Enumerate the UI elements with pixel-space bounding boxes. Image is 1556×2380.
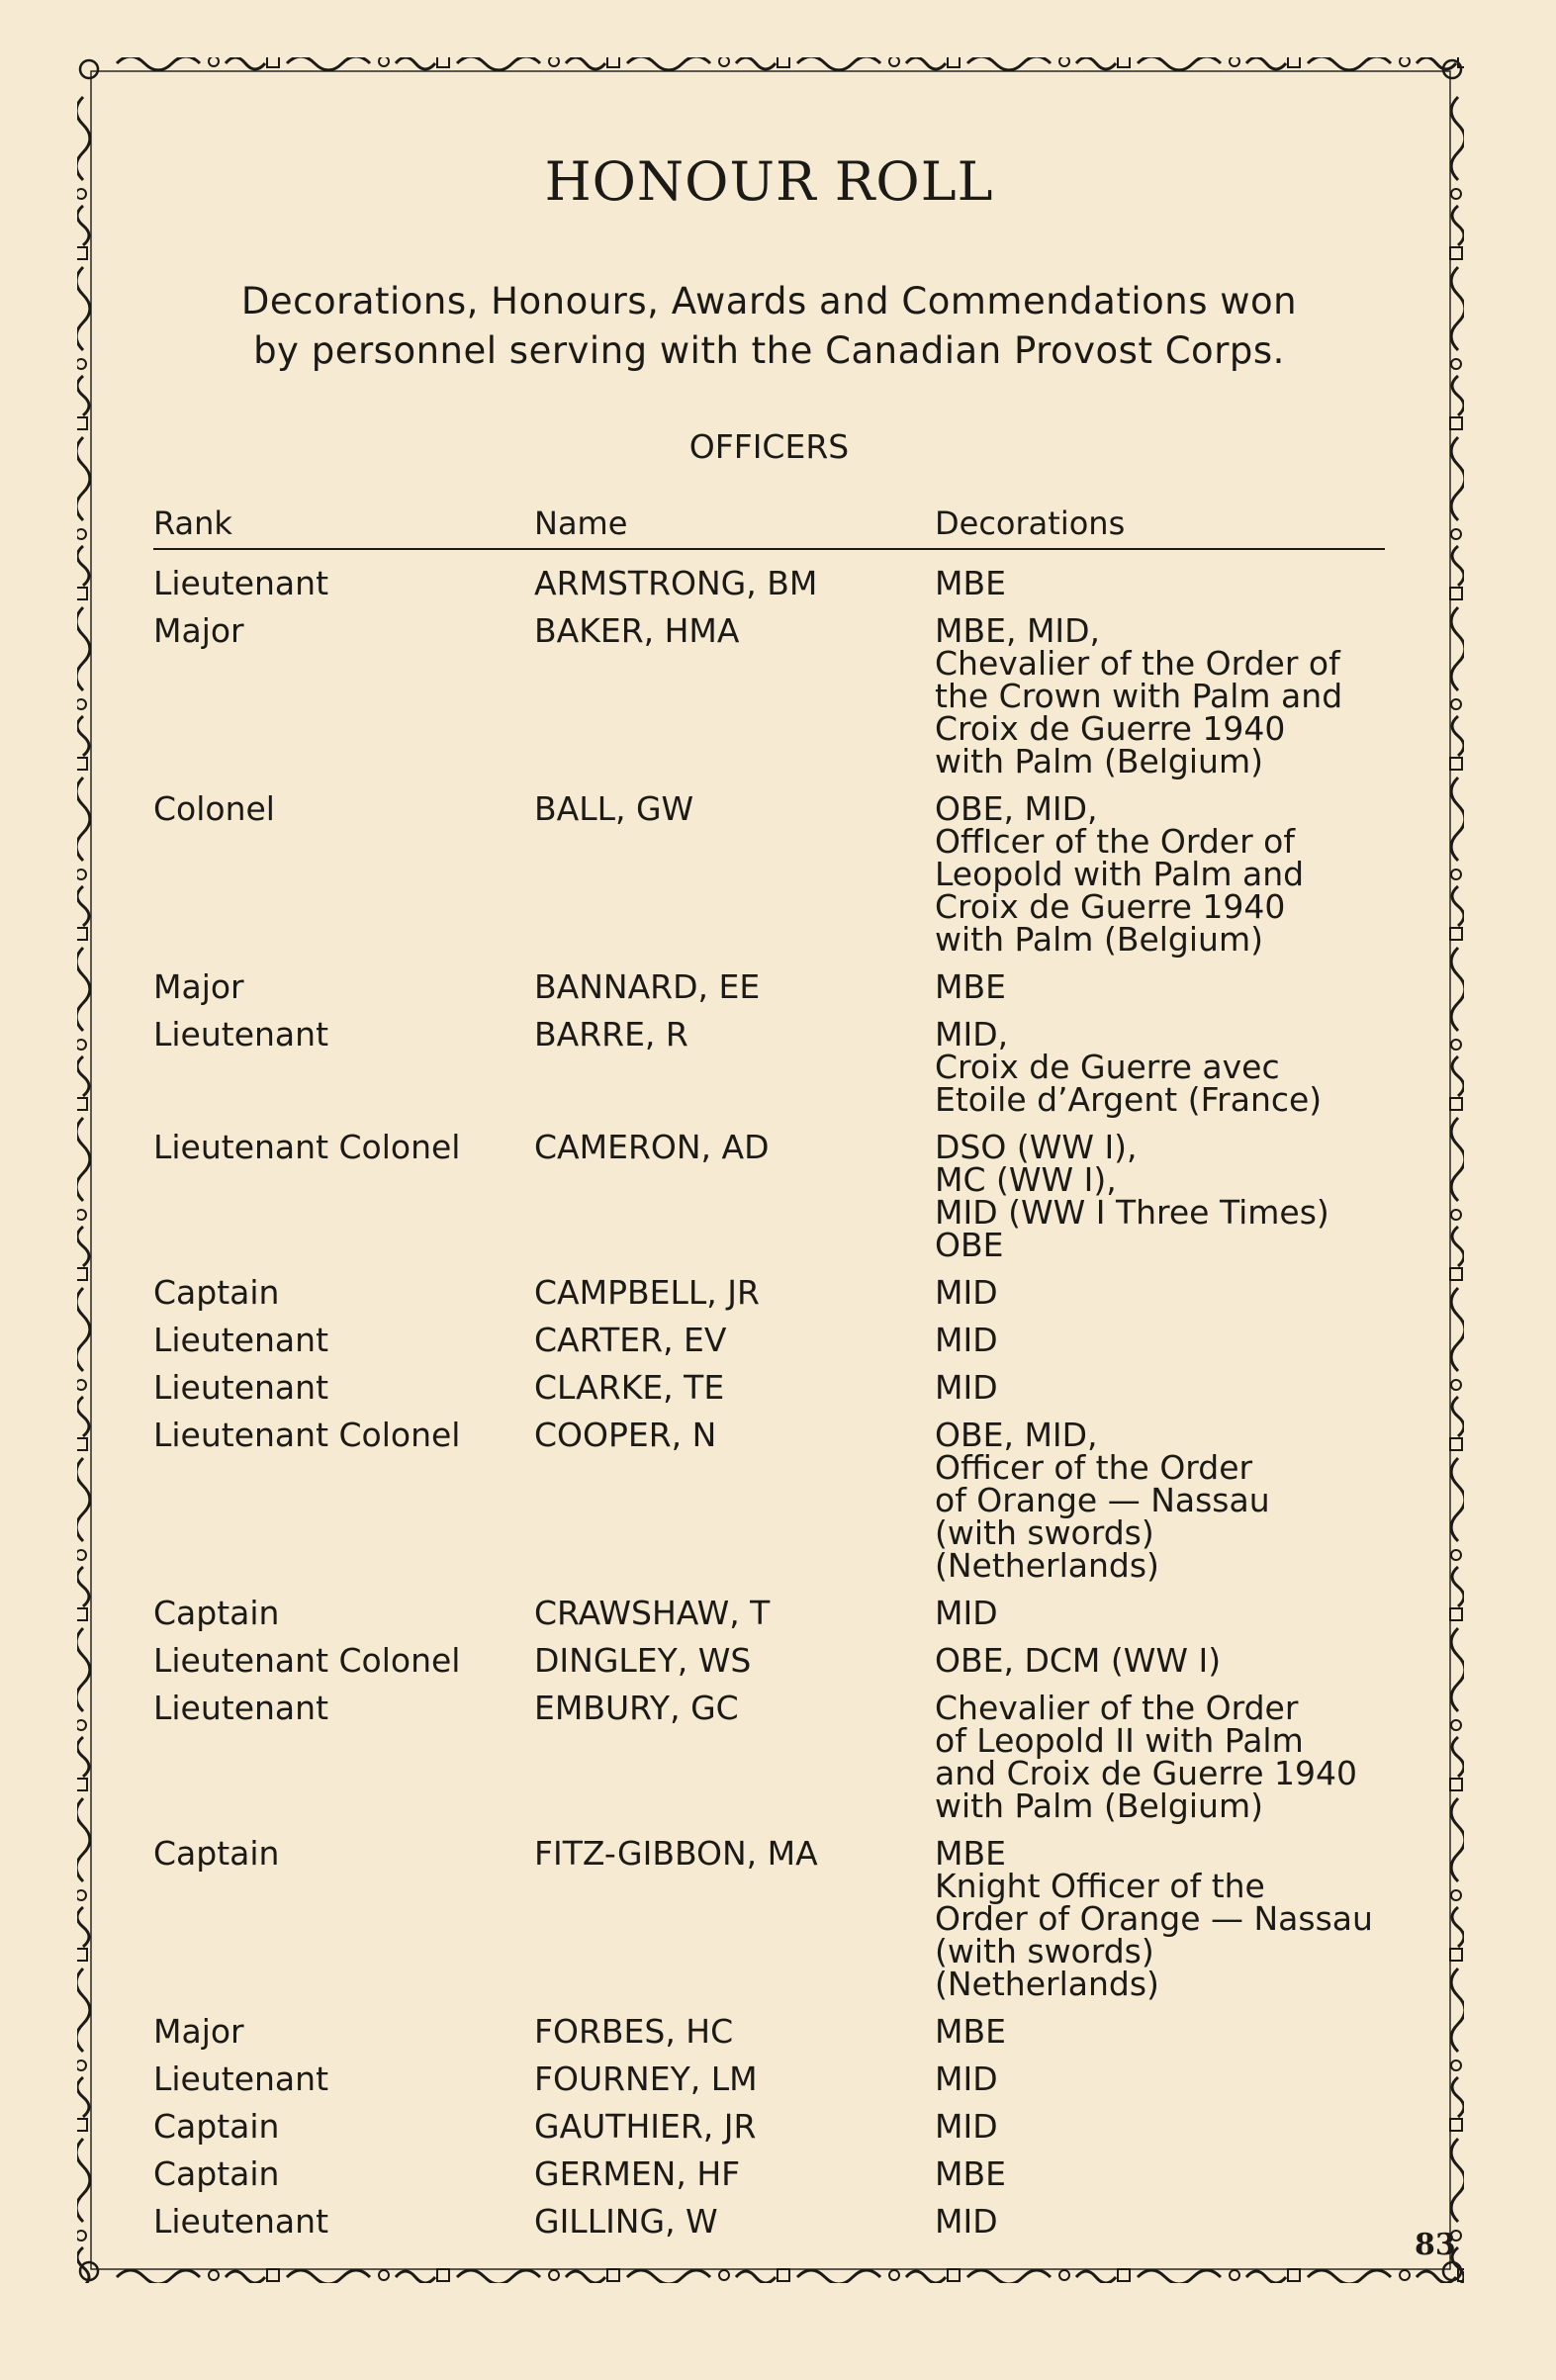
border-ornament bbox=[209, 57, 219, 66]
border-ornament bbox=[77, 588, 87, 599]
table-row bbox=[153, 781, 1385, 960]
border-ornament bbox=[1452, 1397, 1464, 1436]
border-ornament bbox=[77, 758, 87, 770]
border-ornament bbox=[117, 2270, 200, 2283]
border-ornament bbox=[627, 2270, 710, 2283]
border-ornament bbox=[77, 1380, 86, 1390]
rank-cell: Lieutenant Colonel bbox=[153, 1416, 461, 1454]
rank-cell: Major bbox=[153, 2012, 244, 2051]
rank-cell: Colonel bbox=[153, 789, 275, 828]
table-row bbox=[153, 1826, 1385, 2004]
header-rank: Rank bbox=[153, 504, 232, 542]
rank-cell: Captain bbox=[153, 2107, 280, 2146]
border-ornament bbox=[967, 2270, 1051, 2283]
border-ornament bbox=[77, 1438, 87, 1450]
table-row bbox=[153, 960, 1385, 1007]
border-ornament bbox=[1451, 529, 1461, 539]
border-ornament bbox=[1308, 57, 1391, 70]
name-cell: BANNARD, EE bbox=[534, 967, 761, 1006]
border-ornament bbox=[1452, 886, 1464, 926]
border-ornament bbox=[1450, 1438, 1462, 1450]
border-ornament bbox=[797, 2270, 880, 2283]
table-row bbox=[153, 1007, 1385, 1120]
border-ornament bbox=[77, 607, 90, 690]
border-ornament bbox=[379, 57, 389, 66]
border-ornament bbox=[1059, 2270, 1069, 2280]
honour-table-body bbox=[153, 556, 1385, 2242]
border-ornament bbox=[1450, 247, 1462, 259]
border-ornament bbox=[77, 928, 87, 940]
border-ornament bbox=[1451, 189, 1461, 199]
border-ornament bbox=[1451, 1040, 1461, 1050]
border-ornament bbox=[77, 1737, 89, 1777]
rank-cell: Captain bbox=[153, 1273, 280, 1312]
border-ornament bbox=[906, 57, 946, 69]
decorations-cell: MBE bbox=[935, 564, 1006, 602]
name-cell: CRAWSHAW, T bbox=[534, 1594, 771, 1632]
border-ornament bbox=[1059, 57, 1069, 66]
table-row bbox=[153, 2194, 1385, 2242]
decorations-cell: MID bbox=[935, 1273, 998, 1312]
name-cell: GAUTHIER, JR bbox=[534, 2107, 757, 2146]
border-ornament bbox=[1452, 2077, 1464, 2117]
border-ornament bbox=[1450, 417, 1462, 429]
border-ornament bbox=[117, 57, 200, 70]
rank-cell: Lieutenant bbox=[153, 564, 329, 602]
table-row bbox=[153, 603, 1385, 781]
table-row bbox=[153, 1120, 1385, 1265]
border-ornament bbox=[1450, 758, 1462, 770]
decorations-cell: MBE, MID, Chevalier of the Order of the Crown with Palm and Croix de Guerre 1940 with Palm (Belgium) bbox=[935, 611, 1343, 780]
border-ornament bbox=[77, 376, 89, 415]
border-ornament bbox=[77, 1288, 90, 1371]
border-ornament bbox=[77, 359, 86, 369]
decorations-cell: MBE bbox=[935, 967, 1006, 1006]
border-ornament bbox=[566, 2271, 605, 2283]
rank-cell: Captain bbox=[153, 1834, 280, 1873]
decorations-cell: OBE, DCM (WW I) bbox=[935, 1641, 1222, 1680]
border-ornament bbox=[209, 2270, 219, 2280]
border-ornament bbox=[457, 2270, 540, 2283]
name-cell: GERMEN, HF bbox=[534, 2154, 741, 2193]
border-ornament bbox=[77, 1458, 90, 1541]
border-ornament bbox=[77, 1550, 86, 1560]
border-ornament bbox=[1417, 2271, 1456, 2283]
page-number: 83 bbox=[1415, 2228, 1456, 2262]
decorations-cell: MBE Knight Officer of the Order of Orange — Nassau (with swords) (Netherlands) bbox=[935, 1834, 1373, 2003]
border-ornament bbox=[1450, 2119, 1462, 2131]
border-ornament bbox=[889, 57, 899, 66]
border-ornament bbox=[77, 1608, 87, 1620]
border-ornament bbox=[948, 57, 960, 67]
border-ornament bbox=[437, 57, 449, 67]
table-row bbox=[153, 1265, 1385, 1313]
border-ornament bbox=[778, 57, 789, 67]
border-ornament bbox=[77, 1907, 89, 1947]
border-ornament bbox=[1118, 57, 1130, 67]
border-ornament bbox=[77, 1798, 90, 1881]
border-ornament bbox=[906, 2271, 946, 2283]
border-ornament bbox=[778, 2269, 789, 2281]
border-ornament bbox=[1230, 2270, 1239, 2280]
border-ornament bbox=[1451, 699, 1461, 709]
rank-cell: Lieutenant bbox=[153, 1015, 329, 1053]
border-ornament bbox=[77, 2060, 86, 2070]
decorations-cell: MID bbox=[935, 1321, 998, 1359]
border-ornament bbox=[396, 2271, 435, 2283]
border-ornament bbox=[77, 716, 89, 756]
border-ornament bbox=[226, 57, 265, 69]
border-ornament bbox=[1450, 1949, 1462, 1961]
table-row bbox=[153, 1313, 1385, 1360]
border-ornament bbox=[77, 1098, 87, 1110]
rank-cell: Lieutenant bbox=[153, 1321, 329, 1359]
decorations-cell: MID bbox=[935, 2107, 998, 2146]
border-ornament bbox=[77, 1779, 87, 1790]
border-ornament bbox=[77, 1567, 89, 1606]
border-ornament bbox=[1417, 57, 1456, 69]
table-row bbox=[153, 556, 1385, 603]
page-content bbox=[153, 138, 1385, 2242]
border-ornament bbox=[967, 57, 1051, 70]
rank-cell: Lieutenant bbox=[153, 2060, 329, 2098]
decorations-cell: MBE bbox=[935, 2154, 1006, 2193]
header-decorations: Decorations bbox=[935, 504, 1126, 542]
border-ornament bbox=[1451, 870, 1461, 879]
border-ornament bbox=[1452, 206, 1464, 245]
rank-cell: Lieutenant Colonel bbox=[153, 1641, 461, 1680]
border-ornament bbox=[77, 948, 90, 1031]
rank-cell: Lieutenant bbox=[153, 1689, 329, 1727]
border-ornament bbox=[1451, 267, 1464, 350]
border-ornament bbox=[379, 2270, 389, 2280]
page-subtitle bbox=[153, 277, 1385, 376]
border-ornament bbox=[1451, 1288, 1464, 1371]
border-ornament bbox=[1288, 2269, 1300, 2281]
border-ornament bbox=[77, 437, 90, 520]
border-ornament bbox=[1308, 2270, 1391, 2283]
name-cell: CAMPBELL, JR bbox=[534, 1273, 760, 1312]
border-ornament bbox=[77, 1040, 86, 1050]
border-ornament bbox=[1451, 437, 1464, 520]
table-row bbox=[153, 1408, 1385, 1586]
border-ornament bbox=[77, 1056, 89, 1096]
table-row bbox=[153, 1633, 1385, 1681]
border-ornament bbox=[226, 2271, 265, 2283]
border-ornament bbox=[77, 870, 86, 879]
border-ornament bbox=[77, 267, 90, 350]
border-ornament bbox=[77, 417, 87, 429]
border-ornament bbox=[1452, 716, 1464, 756]
border-ornament bbox=[1138, 2270, 1221, 2283]
border-ornament bbox=[1451, 607, 1464, 690]
border-ornament bbox=[719, 2270, 729, 2280]
name-cell: ARMSTRONG, BM bbox=[534, 564, 818, 602]
decorations-cell: MID bbox=[935, 2202, 998, 2241]
border-ornament bbox=[77, 886, 89, 926]
table-row bbox=[153, 2004, 1385, 2052]
name-cell: BAKER, HMA bbox=[534, 611, 740, 650]
border-ornament bbox=[1246, 2271, 1286, 2283]
border-ornament bbox=[287, 57, 370, 70]
name-cell: GILLING, W bbox=[534, 2202, 718, 2241]
border-ornament bbox=[1400, 57, 1410, 66]
border-ornament bbox=[1246, 57, 1286, 69]
border-ornament bbox=[1452, 546, 1464, 586]
decorations-cell: MID bbox=[935, 2060, 998, 2098]
table-header bbox=[153, 495, 1385, 550]
name-cell: CAMERON, AD bbox=[534, 1128, 770, 1166]
border-ornament bbox=[736, 57, 776, 69]
border-ornament bbox=[1451, 1380, 1461, 1390]
name-cell: EMBURY, GC bbox=[534, 1689, 739, 1727]
border-ornament bbox=[1451, 2139, 1464, 2222]
border-ornament bbox=[889, 2270, 899, 2280]
border-ornament bbox=[396, 57, 435, 69]
border-ornament bbox=[797, 57, 880, 70]
decorations-cell: DSO (WW I), MC (WW I), MID (WW I Three Times) OBE bbox=[935, 1128, 1329, 1264]
border-ornament bbox=[719, 57, 729, 66]
name-cell: DINGLEY, WS bbox=[534, 1641, 752, 1680]
border-ornament bbox=[1451, 359, 1461, 369]
border-ornament bbox=[1452, 1737, 1464, 1777]
border-ornament bbox=[77, 2077, 89, 2117]
border-ornament bbox=[607, 2269, 619, 2281]
border-ornament bbox=[1400, 2270, 1410, 2280]
border-ornament bbox=[437, 2269, 449, 2281]
border-ornament bbox=[1450, 588, 1462, 599]
rank-cell: Lieutenant bbox=[153, 1368, 329, 1407]
border-ornament bbox=[1230, 57, 1239, 66]
name-cell: FORBES, HC bbox=[534, 2012, 734, 2051]
border-ornament bbox=[77, 1210, 86, 1220]
border-ornament bbox=[1452, 1567, 1464, 1606]
decorations-cell: MBE bbox=[935, 2012, 1006, 2051]
header-name: Name bbox=[534, 504, 628, 542]
border-ornament bbox=[80, 60, 98, 78]
rank-cell: Captain bbox=[153, 2154, 280, 2193]
border-ornament bbox=[1452, 376, 1464, 415]
table-row bbox=[153, 2147, 1385, 2194]
border-ornament bbox=[549, 2270, 559, 2280]
border-ornament bbox=[1451, 1118, 1464, 1201]
subtitle-line-2: by personnel serving with the Canadian Provost Corps. bbox=[253, 329, 1285, 372]
border-ornament bbox=[77, 1268, 87, 1280]
decorations-cell: Chevalier of the Order of Leopold II with Palm and Croix de Guerre 1940 with Palm (Belgium) bbox=[935, 1689, 1357, 1825]
border-ornament bbox=[1076, 57, 1116, 69]
border-ornament bbox=[1118, 2269, 1130, 2281]
border-ornament bbox=[77, 97, 90, 180]
border-ornament bbox=[1451, 948, 1464, 1031]
rank-cell: Lieutenant Colonel bbox=[153, 1128, 461, 1166]
name-cell: BARRE, R bbox=[534, 1015, 688, 1053]
border-ornament bbox=[1451, 97, 1464, 180]
border-ornament bbox=[948, 2269, 960, 2281]
name-cell: CARTER, EV bbox=[534, 1321, 727, 1359]
name-cell: BALL, GW bbox=[534, 789, 694, 828]
subtitle-line-1: Decorations, Honours, Awards and Commendations won bbox=[240, 280, 1298, 322]
border-ornament bbox=[1451, 1968, 1464, 2052]
border-ornament bbox=[1452, 1907, 1464, 1947]
table-row bbox=[153, 1360, 1385, 1408]
border-ornament bbox=[77, 2119, 87, 2131]
border-ornament bbox=[1450, 1268, 1462, 1280]
border-ornament bbox=[77, 2139, 90, 2222]
border-ornament bbox=[77, 247, 87, 259]
border-ornament bbox=[77, 529, 86, 539]
border-ornament bbox=[1451, 2060, 1461, 2070]
border-ornament bbox=[607, 57, 619, 67]
border-ornament bbox=[566, 57, 605, 69]
border-ornament bbox=[267, 2269, 279, 2281]
border-ornament bbox=[77, 1397, 89, 1436]
rank-cell: Major bbox=[153, 967, 244, 1006]
border-ornament bbox=[77, 546, 89, 586]
border-ornament bbox=[77, 1968, 90, 2052]
border-ornament bbox=[627, 57, 710, 70]
border-ornament bbox=[77, 1227, 89, 1266]
border-ornament bbox=[77, 1720, 86, 1730]
border-ornament bbox=[1452, 1056, 1464, 1096]
border-ornament bbox=[267, 57, 279, 67]
border-ornament bbox=[1451, 1210, 1461, 1220]
border-ornament bbox=[77, 189, 86, 199]
border-ornament bbox=[77, 1949, 87, 1961]
decorations-cell: MID, Croix de Guerre avec Etoile d’Argent (France) bbox=[935, 1015, 1323, 1119]
border-ornament bbox=[1450, 1779, 1462, 1790]
border-ornament bbox=[77, 778, 90, 861]
table-row bbox=[153, 2099, 1385, 2147]
rank-cell: Major bbox=[153, 611, 244, 650]
border-ornament bbox=[77, 2231, 86, 2241]
border-ornament bbox=[1450, 928, 1462, 940]
border-ornament bbox=[1451, 778, 1464, 861]
decorations-cell: MID bbox=[935, 1594, 998, 1632]
rank-cell: Captain bbox=[153, 1594, 280, 1632]
border-ornament bbox=[1451, 1458, 1464, 1541]
border-ornament bbox=[77, 699, 86, 709]
border-ornament bbox=[1288, 57, 1300, 67]
border-ornament bbox=[1450, 1608, 1462, 1620]
section-heading: OFFICERS bbox=[688, 427, 850, 466]
border-ornament bbox=[287, 2270, 370, 2283]
border-ornament bbox=[736, 2271, 776, 2283]
decorations-cell: MID bbox=[935, 1368, 998, 1407]
decorations-cell: OBE, MID, OffIcer of the Order of Leopold with Palm and Croix de Guerre 1940 with Palm (Belgium) bbox=[935, 789, 1305, 959]
table-row bbox=[153, 1681, 1385, 1826]
table-row bbox=[153, 2052, 1385, 2099]
rank-cell: Lieutenant bbox=[153, 2202, 329, 2241]
border-ornament bbox=[1451, 1550, 1461, 1560]
border-ornament bbox=[549, 57, 559, 66]
border-ornament bbox=[77, 1628, 90, 1711]
decorations-cell: OBE, MID, Officer of the Order of Orange — Nassau (with swords) (Netherlands) bbox=[935, 1416, 1270, 1585]
border-ornament bbox=[1452, 1227, 1464, 1266]
border-ornament bbox=[77, 1890, 86, 1900]
border-ornament bbox=[1451, 1798, 1464, 1881]
border-ornament bbox=[77, 1118, 90, 1201]
border-ornament bbox=[1450, 1098, 1462, 1110]
border-ornament bbox=[457, 57, 540, 70]
name-cell: CLARKE, TE bbox=[534, 1368, 725, 1407]
border-ornament bbox=[1451, 1628, 1464, 1711]
border-ornament bbox=[1451, 1890, 1461, 1900]
border-ornament bbox=[1451, 1720, 1461, 1730]
table-row bbox=[153, 1586, 1385, 1633]
border-ornament bbox=[1138, 57, 1221, 70]
page-title: HONOUR ROLL bbox=[544, 150, 994, 213]
border-ornament bbox=[77, 206, 89, 245]
name-cell: COOPER, N bbox=[534, 1416, 717, 1454]
border-ornament bbox=[1076, 2271, 1116, 2283]
name-cell: FOURNEY, LM bbox=[534, 2060, 758, 2098]
name-cell: FITZ-GIBBON, MA bbox=[534, 1834, 818, 1873]
